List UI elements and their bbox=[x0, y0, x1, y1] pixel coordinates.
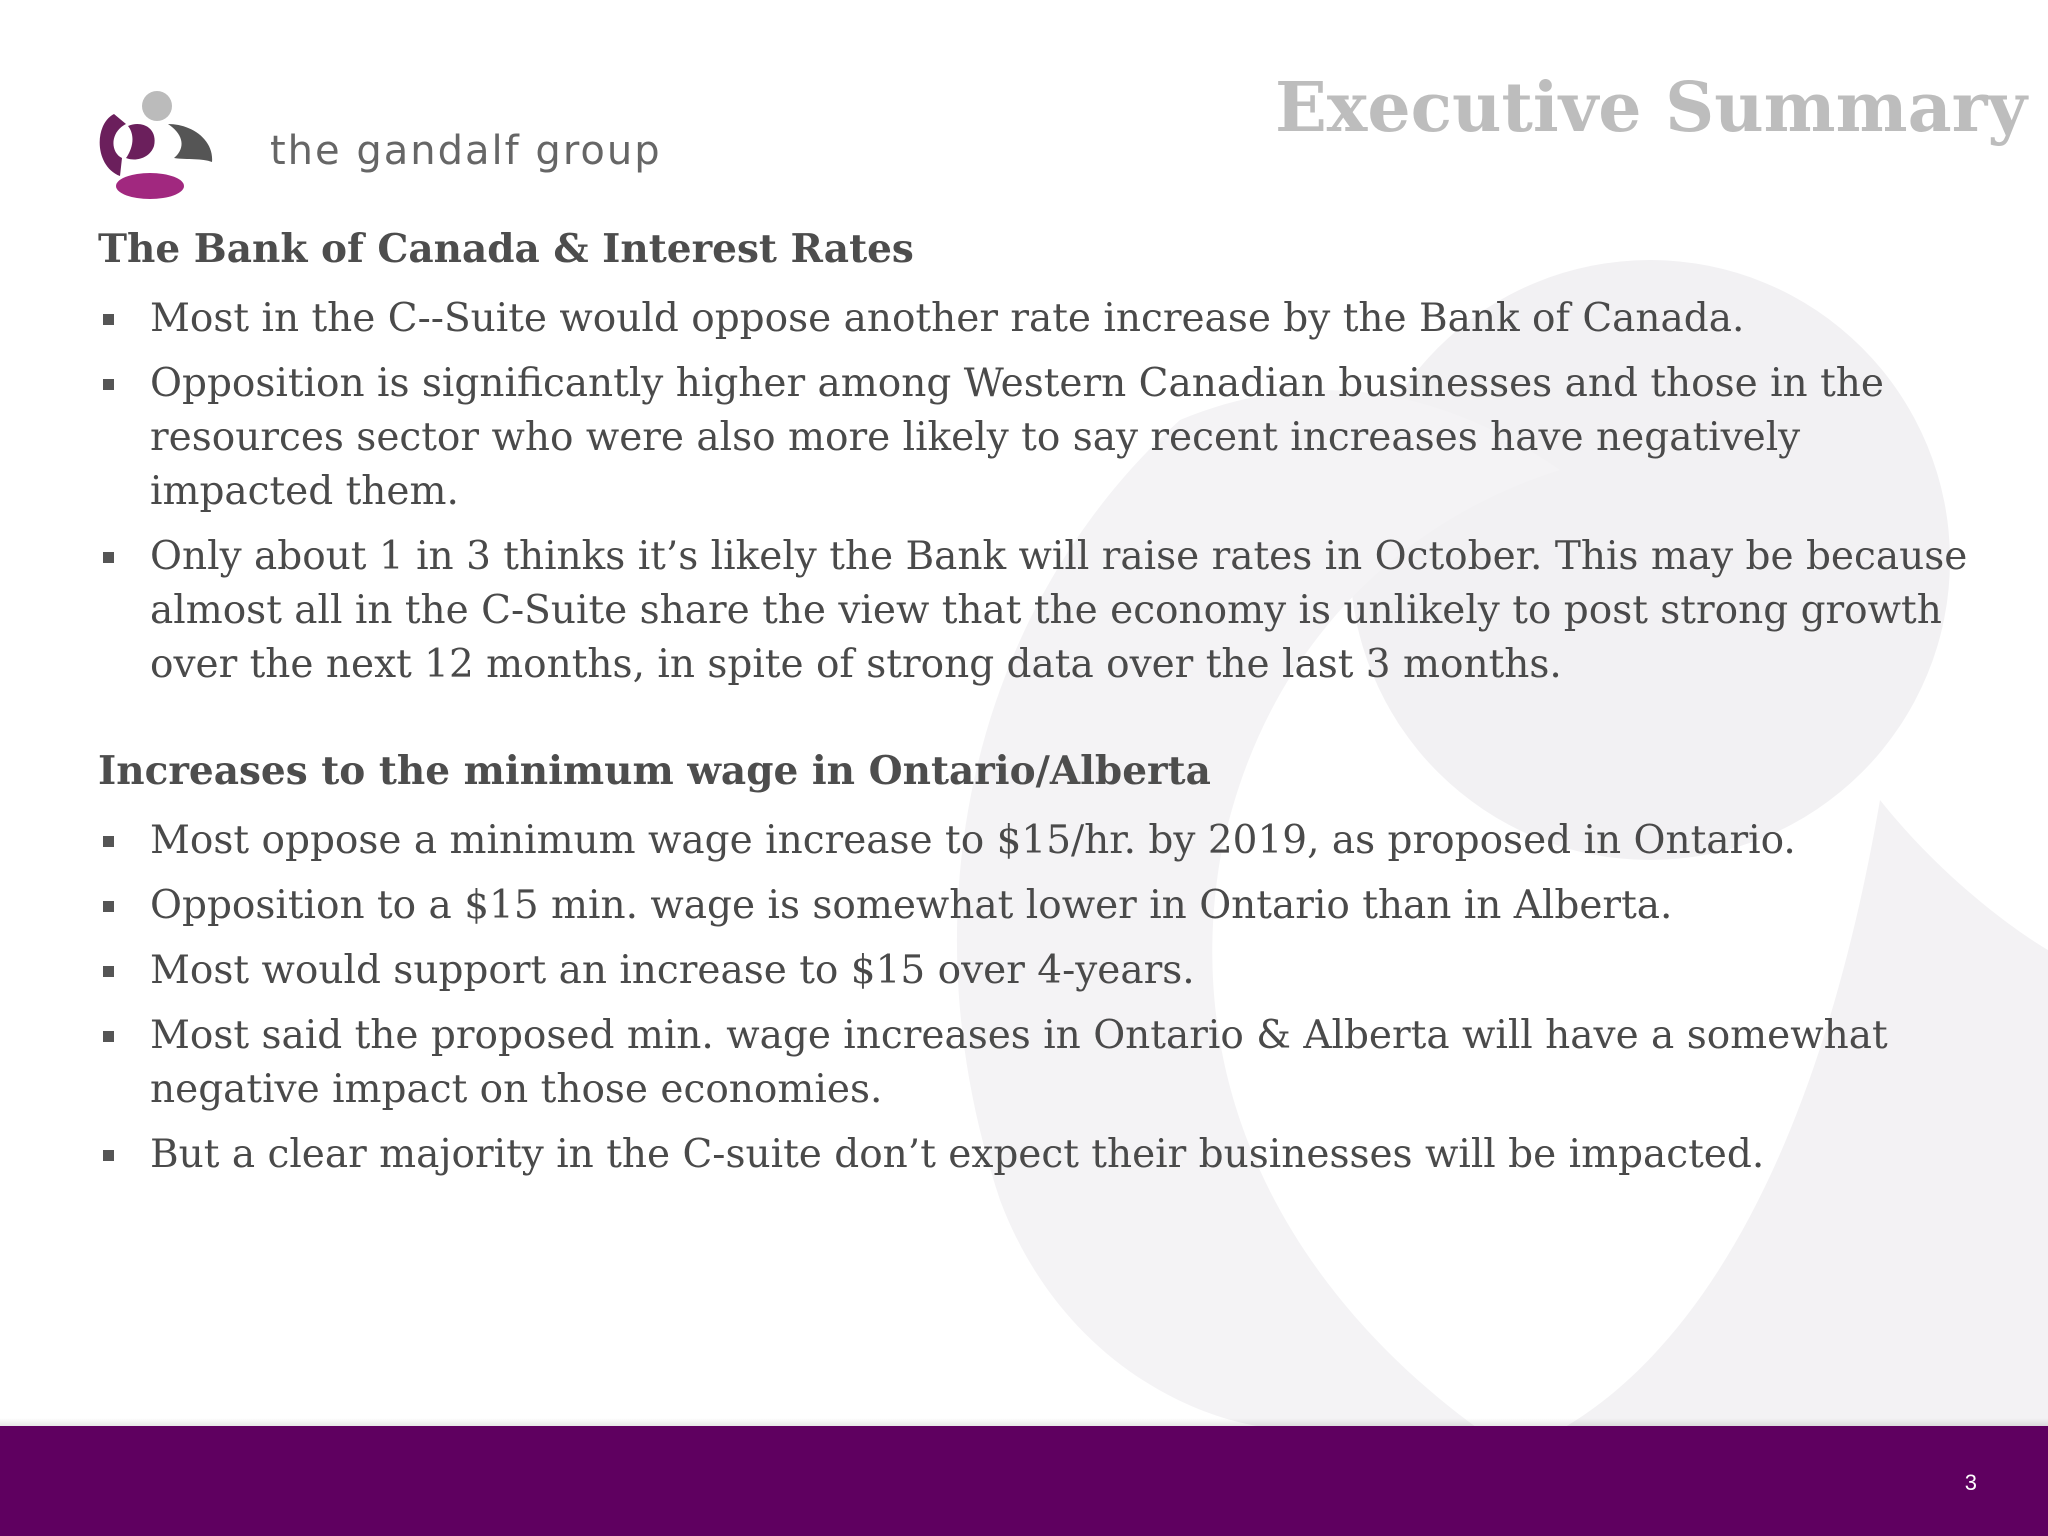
bullet-item bbox=[98, 879, 1978, 933]
section-heading: The Bank of Canada & Interest Rates bbox=[98, 226, 914, 272]
square-bullet-icon bbox=[103, 314, 114, 325]
bullet-text: Most oppose a minimum wage increase to $15/hr. by 2019, as proposed in Ontario. bbox=[150, 818, 1796, 863]
bullet-item bbox=[98, 357, 1978, 519]
bullet-item bbox=[98, 292, 1978, 346]
square-bullet-icon bbox=[103, 1031, 114, 1042]
bullet-text: Opposition to a $15 min. wage is somewhat lower in Ontario than in Alberta. bbox=[150, 883, 1673, 928]
square-bullet-icon bbox=[103, 379, 114, 390]
bullet-item bbox=[98, 530, 1978, 692]
bullet-item bbox=[98, 1009, 1978, 1117]
bullet-text: Only about 1 in 3 thinks it’s likely the Bank will raise rates in October. This may be because almost all in the C-Suite share the view that the economy is unlikely to post strong growth over the next 12 months, in spite of strong data over the last 3 months. bbox=[150, 534, 1968, 687]
bullet-item bbox=[98, 814, 1978, 868]
bullet-text: Opposition is significantly higher among Western Canadian businesses and those in the resources sector who were also more likely to say recent increases have negatively impacted them. bbox=[150, 361, 1884, 514]
section-minimum-wage bbox=[98, 736, 1978, 1182]
square-bullet-icon bbox=[103, 966, 114, 977]
footer-bar bbox=[0, 1426, 2048, 1536]
bullet-item bbox=[98, 1128, 1978, 1182]
slide-content bbox=[98, 214, 1978, 1193]
square-bullet-icon bbox=[103, 901, 114, 912]
bullet-text: Most said the proposed min. wage increases in Ontario & Alberta will have a somewhat negative impact on those economies. bbox=[150, 1013, 1888, 1112]
square-bullet-icon bbox=[103, 1150, 114, 1161]
section-heading: Increases to the minimum wage in Ontario/Alberta bbox=[98, 748, 1211, 794]
bullet-text: But a clear majority in the C-suite don’t expect their businesses will be impacted. bbox=[150, 1132, 1765, 1177]
bullet-item bbox=[98, 944, 1978, 998]
bullet-text: Most would support an increase to $15 over 4-years. bbox=[150, 948, 1195, 993]
page-title: Executive Summary bbox=[1274, 68, 2027, 148]
bullet-list bbox=[98, 814, 1978, 1182]
bullet-list bbox=[98, 292, 1978, 692]
section-interest-rates bbox=[98, 214, 1978, 692]
company-logo bbox=[92, 88, 672, 208]
logo-wordmark: the gandalf group bbox=[270, 128, 662, 174]
logo-mark-icon bbox=[92, 88, 222, 203]
square-bullet-icon bbox=[103, 836, 114, 847]
page-number: 3 bbox=[1964, 1470, 1977, 1495]
square-bullet-icon bbox=[103, 552, 114, 563]
bullet-text: Most in the C--Suite would oppose another rate increase by the Bank of Canada. bbox=[150, 296, 1745, 341]
